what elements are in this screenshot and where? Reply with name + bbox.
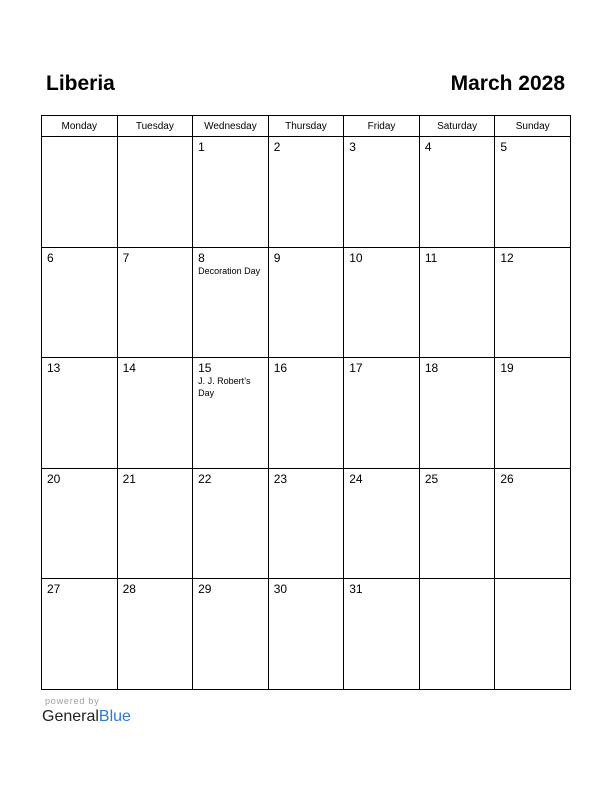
day-number: 27 [47, 582, 61, 596]
day-cell [419, 468, 495, 579]
day-number: 10 [349, 250, 363, 265]
day-cell [193, 579, 269, 690]
day-number [118, 137, 193, 140]
week-row [42, 137, 571, 248]
day-cell [495, 468, 571, 579]
day-number: 22 [198, 471, 212, 486]
day-cell [117, 358, 193, 469]
day-cell [419, 358, 495, 469]
day-cell [495, 358, 571, 469]
generalblue-logo [42, 707, 131, 727]
day-number: 18 [424, 361, 439, 375]
day-number: 17 [349, 361, 363, 375]
day-number: 24 [349, 471, 363, 486]
day-cell [42, 579, 118, 690]
day-cell [42, 358, 118, 469]
week-row [42, 358, 571, 469]
day-number: 16 [273, 361, 288, 375]
day-number: 5 [500, 140, 508, 154]
day-cell [117, 247, 193, 358]
day-cell [193, 137, 269, 248]
day-cell [495, 579, 571, 690]
calendar-grid [41, 115, 571, 690]
day-number: 7 [122, 250, 130, 265]
day-number: 9 [273, 250, 281, 265]
day-cell [344, 358, 420, 469]
day-cell [419, 579, 495, 690]
day-cell [419, 137, 495, 248]
brand-general-text: General [42, 708, 99, 725]
day-cell [268, 137, 344, 248]
day-number: 13 [47, 361, 61, 375]
weekday-wednesday: Wednesday [193, 116, 269, 137]
brand-footer [42, 696, 131, 727]
day-number [420, 579, 495, 582]
day-cell [193, 247, 269, 358]
day-cell [268, 247, 344, 358]
day-cell [193, 468, 269, 579]
day-number: 4 [424, 140, 432, 154]
day-number: 25 [424, 471, 439, 486]
week-row [42, 247, 571, 358]
day-number: 8 [198, 250, 205, 265]
country-title: Liberia [46, 72, 115, 95]
day-cell [268, 358, 344, 469]
weekday-friday: Friday [344, 116, 420, 137]
day-cell [344, 579, 420, 690]
day-number [495, 579, 570, 582]
day-number: 12 [500, 250, 514, 265]
day-cell [42, 468, 118, 579]
day-cell [495, 247, 571, 358]
day-number: 31 [349, 582, 363, 596]
weekday-header-row [42, 116, 571, 137]
day-cell [117, 468, 193, 579]
powered-by-text: powered by [45, 696, 100, 706]
day-number: 26 [500, 471, 514, 486]
month-year-title: March 2028 [450, 72, 565, 95]
weekday-thursday: Thursday [268, 116, 344, 137]
day-cell [268, 468, 344, 579]
day-cell [193, 358, 269, 469]
holiday-label: J. J. Robert’s Day [198, 376, 251, 398]
day-number [42, 137, 117, 140]
week-row [42, 579, 571, 690]
day-number: 11 [424, 250, 438, 265]
day-number: 28 [122, 582, 136, 596]
day-number: 29 [198, 582, 212, 596]
day-number: 23 [273, 471, 288, 486]
day-cell [268, 579, 344, 690]
week-row [42, 468, 571, 579]
day-number: 2 [273, 140, 281, 154]
day-cell [344, 137, 420, 248]
weekday-monday: Monday [42, 116, 118, 137]
day-number: 30 [273, 582, 288, 596]
day-number: 19 [500, 361, 514, 375]
weekday-sunday: Sunday [495, 116, 571, 137]
brand-blue-text: Blue [98, 708, 131, 725]
day-cell [117, 579, 193, 690]
day-number: 6 [47, 250, 54, 265]
day-number: 15 [198, 361, 212, 375]
day-cell [344, 468, 420, 579]
day-cell [42, 137, 118, 248]
day-cell [117, 137, 193, 248]
weekday-tuesday: Tuesday [117, 116, 193, 137]
day-number: 20 [47, 471, 61, 486]
day-cell [42, 247, 118, 358]
day-number: 21 [122, 471, 136, 486]
day-cell [495, 137, 571, 248]
day-number: 1 [198, 140, 205, 154]
day-cell [344, 247, 420, 358]
day-number: 14 [122, 361, 136, 375]
weekday-saturday: Saturday [419, 116, 495, 137]
holiday-label: Decoration Day [198, 265, 261, 276]
day-number: 3 [349, 140, 356, 154]
day-cell [419, 247, 495, 358]
